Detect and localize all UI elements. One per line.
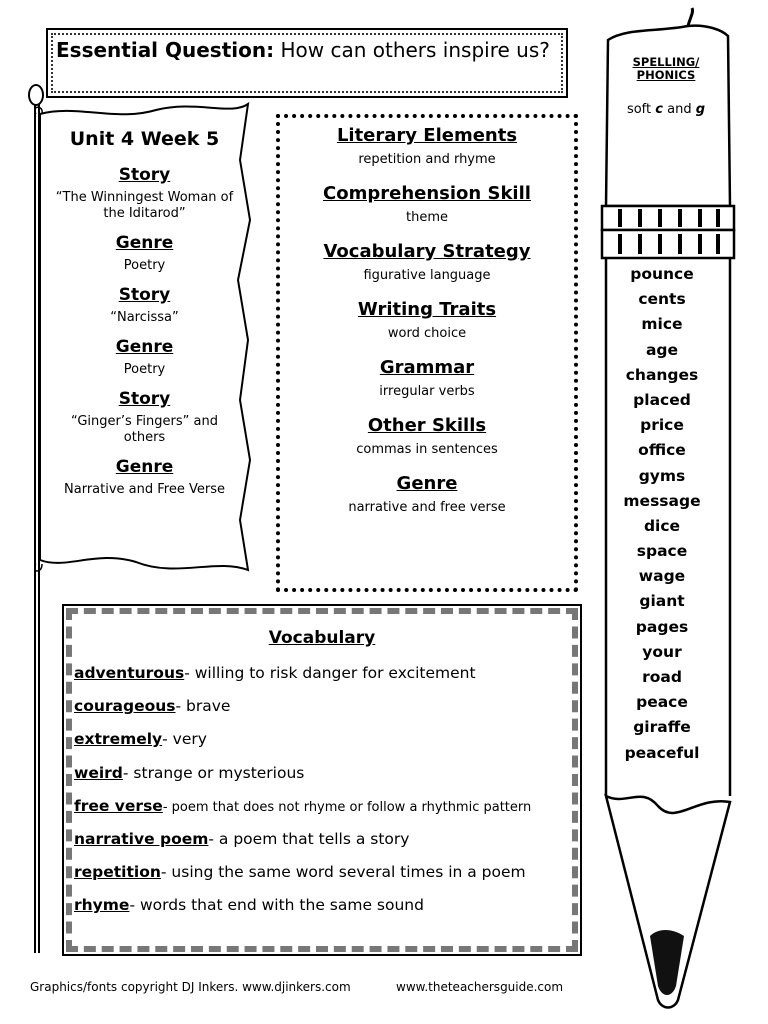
footer-website: www.theteachersguide.com: [396, 980, 564, 994]
spelling-word: office: [638, 441, 686, 460]
spelling-word: message: [623, 491, 701, 510]
genre-heading: Genre: [115, 337, 174, 357]
spelling-word: pounce: [630, 265, 694, 283]
spelling-heading-line2: PHONICS: [636, 68, 696, 82]
spelling-word: age: [645, 340, 679, 359]
footer-copyright: Graphics/fonts copyright DJ Inkers. www.djinkers.com: [30, 980, 351, 994]
genre-text: Poetry: [123, 258, 166, 273]
vocabulary-strategy-text: figurative language: [363, 268, 491, 283]
vocabulary-definition: - very: [162, 730, 207, 749]
vocabulary-term: extremely: [74, 730, 163, 749]
genre-text: narrative and free verse: [348, 500, 506, 515]
vocabulary-item: [74, 896, 574, 929]
grammar-heading: Grammar: [379, 357, 475, 378]
spelling-word: giraffe: [633, 718, 691, 737]
spelling-word: road: [642, 668, 682, 686]
writing-traits-heading: Writing Traits: [357, 299, 497, 320]
genre-text: Poetry: [123, 362, 166, 377]
vocabulary-item: [74, 863, 574, 896]
genre-heading: Genre: [115, 457, 174, 477]
vocabulary-definition: - willing to risk danger for excitement: [184, 664, 476, 682]
unit-panel: [52, 116, 237, 508]
vocabulary-item: [74, 764, 574, 797]
vocabulary-term: weird: [74, 763, 123, 782]
vocabulary-item: [74, 697, 574, 730]
vocabulary-definition: - a poem that tells a story: [208, 829, 410, 848]
spelling-word: giant: [639, 592, 685, 611]
spelling-word: price: [640, 416, 684, 435]
essential-question-banner: [46, 28, 568, 98]
story-title: “Narcissa”: [110, 310, 179, 325]
literary-elements-text: repetition and rhyme: [358, 152, 496, 167]
vocabulary-item: [74, 830, 574, 863]
vocabulary-title: Vocabulary: [268, 628, 376, 648]
writing-traits-text: word choice: [387, 326, 467, 341]
vocabulary-definition: - strange or mysterious: [122, 763, 305, 782]
essential-question: [56, 38, 550, 62]
literary-elements-heading: Literary Elements: [336, 125, 518, 146]
vocabulary-list: [74, 664, 574, 930]
spelling-heading-line1: SPELLING/: [632, 55, 700, 69]
spelling-word: placed: [633, 390, 691, 409]
spelling-word: cents: [638, 290, 686, 309]
vocabulary-strategy-heading: Vocabulary Strategy: [323, 241, 531, 262]
spelling-focus: [612, 102, 720, 117]
comprehension-skill-heading: Comprehension Skill: [323, 183, 531, 204]
vocabulary-item: [74, 730, 574, 763]
spelling-word: peaceful: [624, 743, 700, 762]
other-skills-heading: Other Skills: [367, 415, 487, 436]
vocabulary-term: narrative poem: [74, 829, 209, 848]
spelling-word-list: [612, 262, 712, 766]
spelling-phonics-heading: [612, 56, 720, 82]
vocabulary-definition: - poem that does not rhyme or follow a rhythmic pattern: [162, 799, 532, 815]
genre-heading: Genre: [396, 473, 458, 494]
spelling-word: your: [642, 642, 682, 661]
story-title: “The Winningest Woman of the Iditarod”: [55, 190, 234, 221]
spelling-word: dice: [643, 516, 681, 535]
other-skills-text: commas in sentences: [356, 442, 498, 457]
spelling-word: changes: [625, 365, 699, 384]
spelling-word: gyms: [638, 466, 686, 485]
grammar-text: irregular verbs: [379, 384, 475, 399]
story-heading: Story: [118, 285, 171, 305]
vocabulary-definition: - using the same word several times in a poem: [160, 863, 526, 882]
vocabulary-definition: - words that end with the same sound: [129, 896, 424, 915]
vocabulary-panel: [62, 604, 582, 956]
genre-heading: Genre: [115, 233, 174, 253]
story-heading: Story: [118, 389, 171, 409]
spelling-word: pages: [635, 617, 689, 636]
spelling-focus-g: g: [695, 102, 706, 117]
spelling-focus-and: and: [662, 102, 696, 117]
vocabulary-term: free verse: [74, 796, 163, 815]
spelling-word: wage: [638, 567, 686, 586]
essential-question-text: How can others inspire us?: [280, 38, 550, 62]
vocabulary-term: courageous: [74, 697, 176, 716]
unit-title: Unit 4 Week 5: [69, 128, 220, 150]
vocabulary-term: repetition: [74, 863, 161, 882]
spelling-word: mice: [641, 315, 683, 334]
skills-panel: [276, 114, 578, 592]
vocabulary-term: rhyme: [74, 896, 130, 915]
story-heading: Story: [118, 165, 171, 185]
essential-question-label: Essential Question:: [56, 38, 275, 62]
genre-text: Narrative and Free Verse: [64, 482, 225, 497]
vocabulary-term: adventurous: [74, 664, 185, 682]
vocabulary-item: [74, 664, 574, 697]
spelling-focus-c: c: [655, 102, 663, 117]
story-title: “Ginger’s Fingers” and others: [71, 414, 218, 445]
spelling-word: space: [636, 542, 688, 561]
comprehension-skill-text: theme: [406, 210, 448, 225]
spelling-word: peace: [636, 693, 688, 712]
vocabulary-definition: - brave: [175, 697, 231, 716]
spelling-focus-prefix: soft: [626, 102, 656, 117]
vocabulary-item: [74, 797, 574, 830]
